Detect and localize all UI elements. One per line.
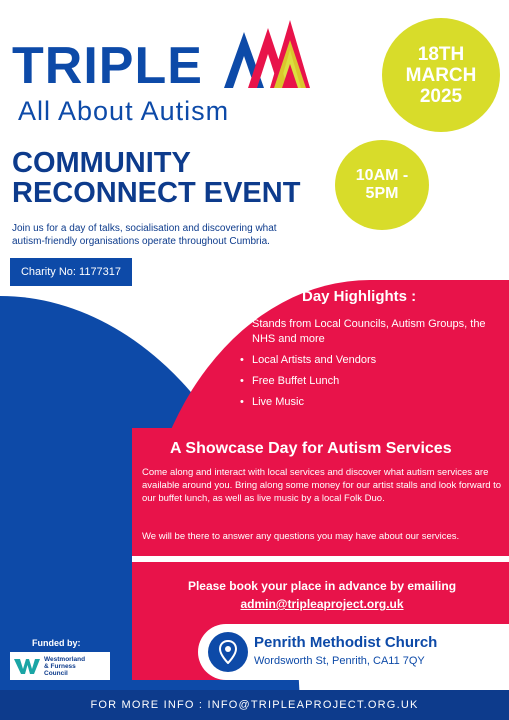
charity-number-badge	[10, 258, 132, 286]
logo-tagline: All About Autism	[18, 96, 230, 126]
footer-contact	[0, 690, 509, 720]
venue-name: Penrith Methodist Church	[254, 634, 438, 651]
highlight-item: • Local Artists and Vendors	[240, 353, 504, 368]
footer-contact-text[interactable]: FOR MORE INFO : INFO@TRIPLEAPROJECT.ORG.UK	[90, 699, 419, 711]
funder-name-line: & Furness	[44, 662, 76, 670]
time-end: 5PM	[365, 185, 399, 202]
showcase-text: Come along and interact with local services and discover what autism services are available around you. Bring along some money for our artist stalls and look forward to our buffet lunch, as well as live music by a local Folk Duo.	[142, 467, 502, 504]
showcase-note: We will be there to answer any questions you may have about our services.	[142, 531, 460, 542]
date-badge	[382, 18, 500, 132]
council-logo-icon	[14, 657, 40, 675]
highlights-list	[240, 317, 504, 416]
funder-name	[44, 656, 85, 677]
booking-text: Please book your place in advance by emailing	[187, 579, 457, 593]
highlight-item: • Live Music	[240, 395, 504, 410]
charity-number-text: Charity No: 1177317	[20, 266, 122, 278]
booking-email-link[interactable]: admin@tripleaproject.org.uk	[240, 597, 404, 611]
logo-word: TRIPLE	[12, 37, 203, 95]
showcase-title: A Showcase Day for Autism Services	[170, 440, 452, 457]
event-title-line2: RECONNECT EVENT	[12, 177, 301, 209]
event-title	[12, 148, 300, 208]
date-month: MARCH	[405, 64, 477, 86]
time-badge	[335, 140, 429, 230]
intro-text: Join us for a day of talks, socialisation and discovering what autism-friendly organisations operate throughout Cumbria.	[12, 223, 277, 247]
highlight-item: • Stands from Local Councils, Autism Groups, the NHS and more	[240, 317, 504, 347]
venue-address: Wordsworth St, Penrith, CA11 7QY	[254, 655, 425, 667]
date-year: 2025	[419, 85, 463, 107]
highlights-title: Day Highlights :	[302, 288, 417, 305]
location-pin-icon	[208, 632, 248, 672]
funder-logo	[10, 652, 110, 680]
triple-a-logo-icon	[218, 12, 310, 93]
time-start: 10AM -	[355, 167, 409, 184]
funded-by-label: Funded by:	[32, 638, 81, 648]
highlight-item: • Free Buffet Lunch	[240, 374, 504, 389]
event-title-line1: COMMUNITY	[12, 147, 191, 179]
date-day: 18TH	[417, 43, 465, 65]
funder-name-line: Council	[44, 669, 68, 677]
funder-name-line: Westmorland	[44, 655, 86, 663]
